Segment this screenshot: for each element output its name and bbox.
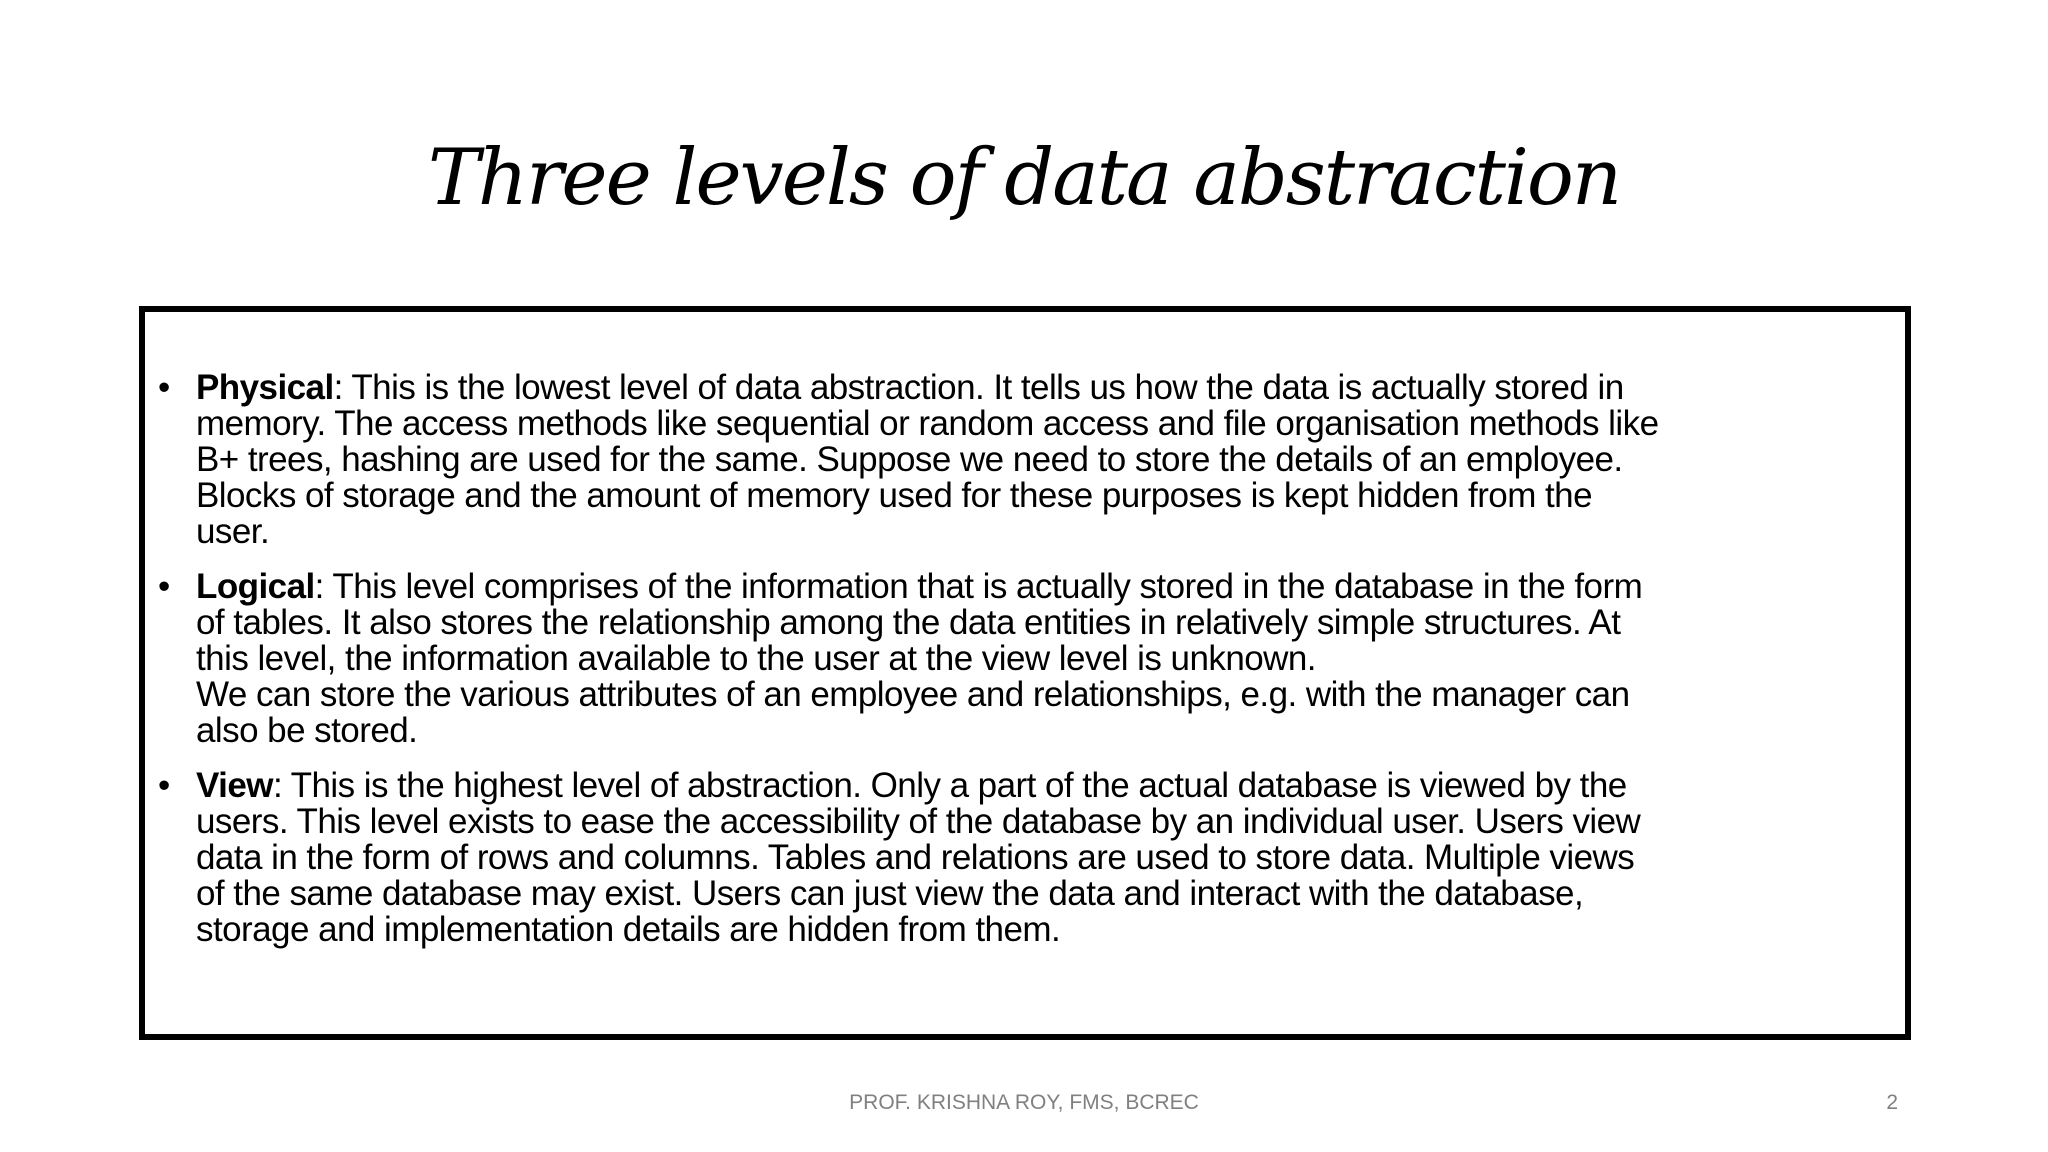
bullet-item-view (145, 768, 1905, 948)
bullet-term: Logical (196, 567, 315, 606)
slide-title: Three levels of data abstraction (427, 133, 1621, 223)
bullet-item-physical (145, 370, 1905, 550)
bullet-term: View (196, 766, 273, 805)
bullet-line: data in the form of rows and columns. Tables and relations are used to store data. Multiple views (196, 838, 1635, 877)
bullet-list (145, 370, 1905, 967)
bullet-text: : This is the lowest level of data abstraction. It tells us how the data is actually stored in (333, 368, 1624, 407)
bullet-dot: • (158, 368, 170, 407)
bullet-line: of tables. It also stores the relationship among the data entities in relatively simple structures. At (196, 603, 1621, 642)
bullet-line: Blocks of storage and the amount of memory used for these purposes is kept hidden from the (196, 476, 1593, 515)
bullet-line: of the same database may exist. Users can just view the data and interact with the database, (196, 874, 1584, 913)
bullet-line: user. (196, 512, 270, 551)
bullet-line: memory. The access methods like sequential or random access and file organisation methods like (196, 404, 1659, 443)
bullet-line: also be stored. (196, 711, 418, 750)
bullet-term: Physical (196, 368, 334, 407)
bullet-line: storage and implementation details are hidden from them. (196, 910, 1061, 949)
bullet-first-line (196, 569, 1895, 605)
bullet-line: B+ trees, hashing are used for the same. Suppose we need to store the details of an employee. (196, 440, 1623, 479)
bullet-first-line (196, 370, 1895, 406)
bullet-line: We can store the various attributes of an employee and relationships, e.g. with the manager can (196, 675, 1630, 714)
bullet-text: : This is the highest level of abstraction. Only a part of the actual database is viewed by the (272, 766, 1627, 805)
bullet-item-logical (145, 569, 1905, 749)
page-number: 2 (1886, 1091, 1898, 1114)
bullet-line: this level, the information available to the user at the view level is unknown. (196, 639, 1316, 678)
bullet-dot: • (158, 567, 170, 606)
content-box (139, 306, 1911, 1040)
bullet-text: : This level comprises of the information that is actually stored in the database in the form (314, 567, 1643, 606)
slide-footer: PROF. KRISHNA ROY, FMS, BCREC (849, 1091, 1199, 1114)
bullet-dot: • (158, 766, 170, 805)
bullet-line: users. This level exists to ease the accessibility of the database by an individual user. Users view (196, 802, 1641, 841)
bullet-first-line (196, 768, 1895, 804)
